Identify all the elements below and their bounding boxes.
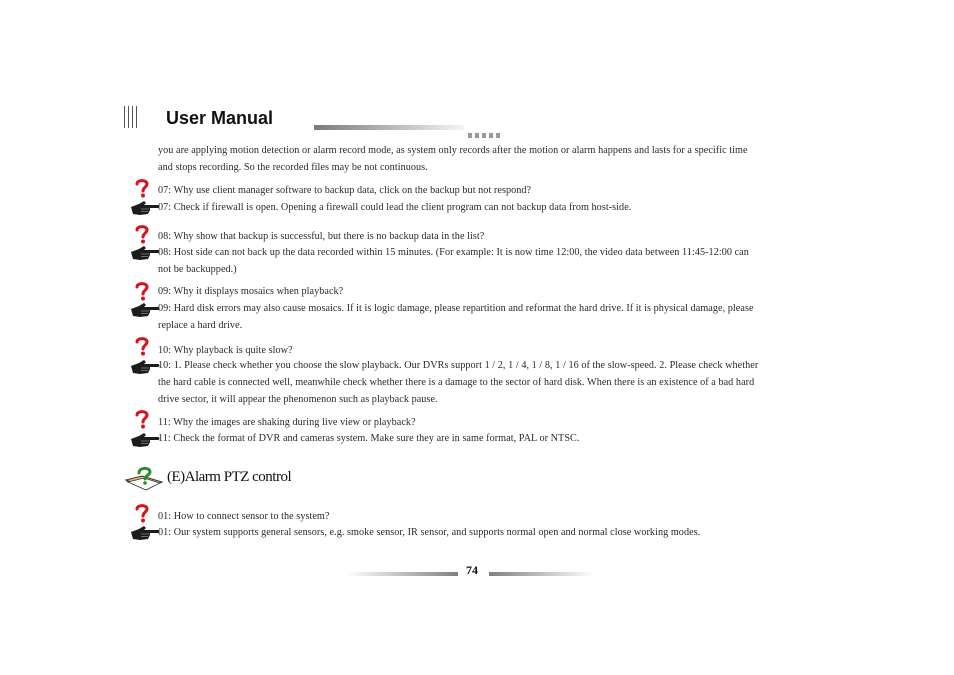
faq-answer: the hard cable is connected well, meanwhile check whether there is a damage to the sector of hard disk. When there is an existence of a bad hard	[158, 377, 755, 388]
faq-question: 08: Why show that backup is successful, but there is no backup data in the list?	[158, 231, 485, 242]
intro-line-1: you are applying motion detection or alarm record mode, as system only records after the motion or alarm happens and lasts for a specific time	[158, 145, 748, 156]
faq-answer: 01: Our system supports general sensors, e.g. smoke sensor, IR sensor, and supports normal open and normal close working modes.	[158, 527, 701, 538]
question-mark-icon	[134, 281, 150, 301]
faq-answer: not be backupped.)	[158, 264, 237, 275]
faq-question: 01: How to connect sensor to the system?	[158, 511, 330, 522]
faq-answer: drive sector, it will appear the phenomenon such as playback pause.	[158, 394, 438, 405]
question-mark-icon	[134, 336, 150, 356]
pointing-hand-icon	[130, 430, 160, 450]
faq-question: 10: Why playback is quite slow?	[158, 345, 293, 356]
header-bars-decoration	[124, 106, 140, 128]
faq-answer: 10: 1. Please check whether you choose the slow playback. Our DVRs support 1 / 2, 1 / 4, 1 / 8, 1 / 16 of the slow-speed. 2. Please check whether	[158, 360, 759, 371]
faq-answer: 08: Host side can not back up the data recorded within 15 minutes. (For example: It is now time 12:00, the video data between 11:45-12:00 can	[158, 247, 749, 258]
header-rule	[314, 125, 464, 130]
page-title: User Manual	[166, 108, 274, 128]
question-mark-icon	[134, 178, 150, 198]
pointing-hand-icon	[130, 300, 160, 320]
faq-question: 11: Why the images are shaking during live view or playback?	[158, 417, 416, 428]
header-dots	[468, 125, 503, 130]
question-mark-icon	[134, 224, 150, 244]
intro-line-2: and stops recording. So the recorded files may be not continuous.	[158, 162, 428, 173]
pointing-hand-icon	[130, 357, 160, 377]
pointing-hand-icon	[130, 523, 160, 543]
section-heading: (E)Alarm PTZ control	[167, 469, 292, 485]
book-question-icon	[124, 464, 164, 492]
question-mark-icon	[134, 503, 150, 523]
faq-answer: 11: Check the format of DVR and cameras system. Make sure they are in same format, PAL or NTSC.	[158, 433, 580, 444]
faq-answer: 09: Hard disk errors may also cause mosaics. If it is logic damage, please repartition and reformat the hard drive. If it is physical damage, please	[158, 303, 754, 314]
pointing-hand-icon	[130, 198, 160, 218]
pointing-hand-icon	[130, 243, 160, 263]
faq-question: 09: Why it displays mosaics when playback?	[158, 286, 344, 297]
page-number: 74	[466, 563, 478, 577]
faq-question: 07: Why use client manager software to backup data, click on the backup but not respond?	[158, 185, 532, 196]
footer-rule-left	[346, 572, 458, 576]
faq-answer: 07: Check if firewall is open. Opening a firewall could lead the client program can not backup data from host-side.	[158, 202, 632, 213]
question-mark-icon	[134, 409, 150, 429]
footer-rule-right	[489, 572, 594, 576]
faq-answer: replace a hard drive.	[158, 320, 243, 331]
